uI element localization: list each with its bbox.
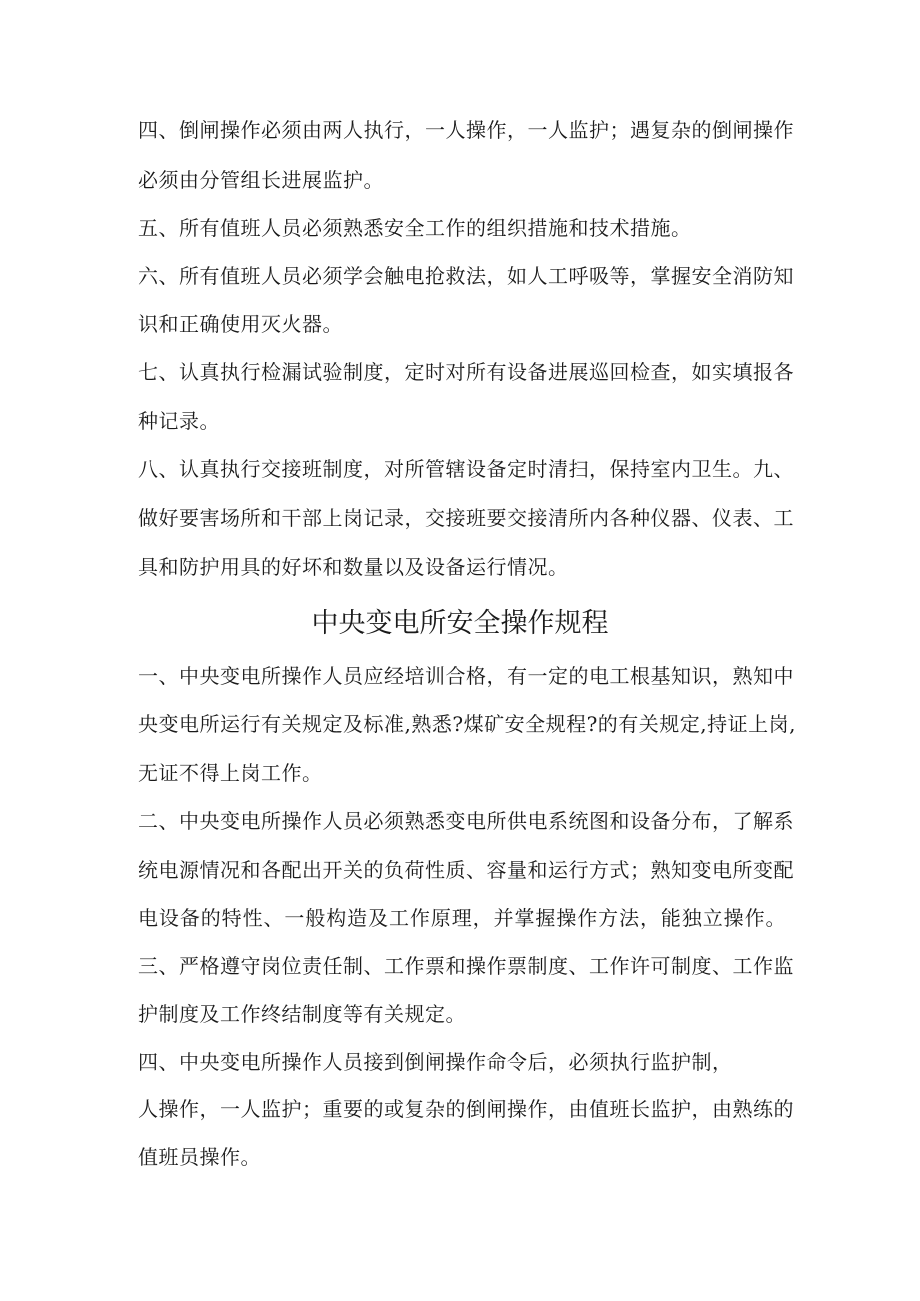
text-line: 具和防护用具的好坏和数量以及设备运行情况。 [138,555,569,579]
text-line: 四、倒闸操作必须由两人执行，一人操作，一人监护；遇复杂的倒闸操作 [138,118,794,142]
text-line: 人操作，一人监护；重要的或复杂的倒闸操作，由值班长监护，由熟练的 [138,1097,794,1121]
text-line: 六、所有值班人员必须学会触电抢救法，如人工呼吸等，掌握安全消防知 [138,264,794,288]
text-line: 四、中央变电所操作人员接到倒闸操作命令后，必须执行监护制， [138,1050,733,1074]
text-line: 统电源情况和各配出开关的负荷性质、容量和运行方式；熟知变电所变配 [138,858,794,882]
text-line: 做好要害场所和干部上岗记录，交接班要交接清所内各种仪器、仪表、工 [138,506,794,530]
text-line: 二、中央变电所操作人员必须熟悉变电所供电系统图和设备分布，了解系 [138,809,794,833]
text-line: 央变电所运行有关规定及标准,熟悉?煤矿安全规程?的有关规定,持证上岗, [138,712,797,736]
text-line: 五、所有值班人员必须熟悉安全工作的组织措施和技术措施。 [138,216,692,240]
text-line: 八、认真执行交接班制度，对所管辖设备定时清扫，保持室内卫生。九、 [138,457,794,481]
text-line: 必须由分管组长进展监护。 [138,168,384,192]
text-line: 一、中央变电所操作人员应经培训合格，有一定的电工根基知识，熟知中 [138,664,794,688]
text-line: 七、认真执行检漏试验制度，定时对所有设备进展巡回检查，如实填报各 [138,360,794,384]
text-line: 种记录。 [138,409,220,433]
section-title: 中央变电所安全操作规程 [311,608,609,639]
text-line: 三、严格遵守岗位责任制、工作票和操作票制度、工作许可制度、工作监 [138,954,794,978]
text-line: 值班员操作。 [138,1145,261,1169]
text-line: 无证不得上岗工作。 [138,761,323,785]
text-line: 识和正确使用灭火器。 [138,312,343,336]
text-line: 护制度及工作终结制度等有关规定。 [138,1002,466,1026]
text-line: 电设备的特性、一般构造及工作原理，并掌握操作方法，能独立操作。 [138,906,786,930]
